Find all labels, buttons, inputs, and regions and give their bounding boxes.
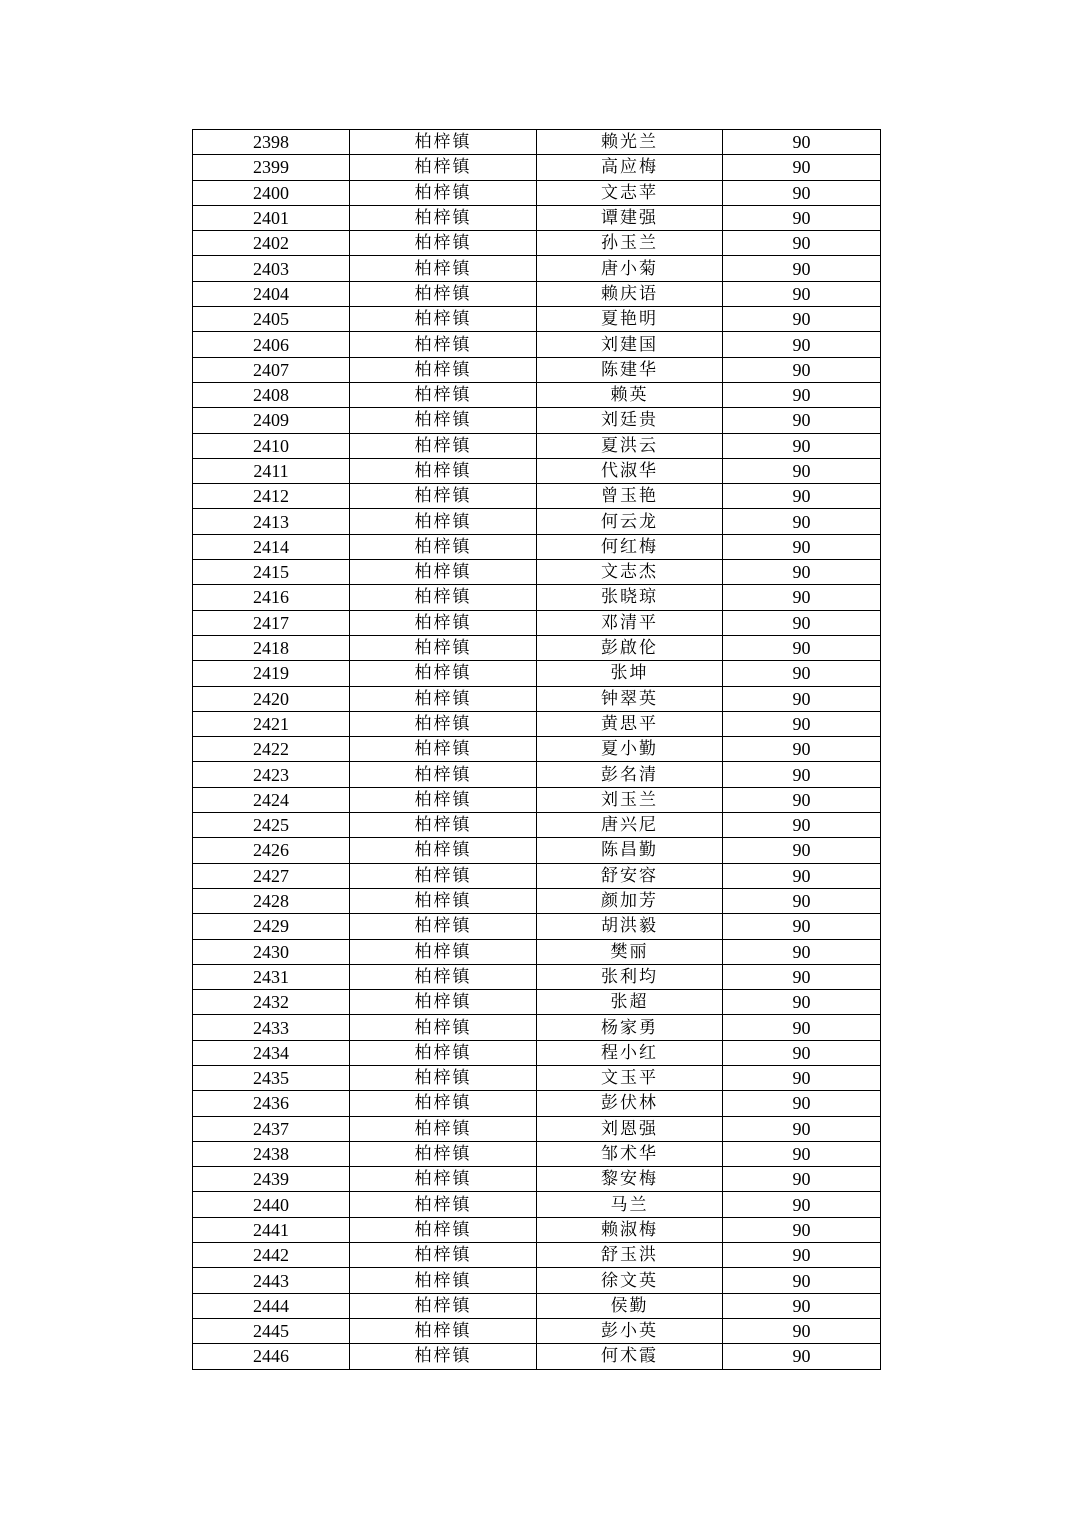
cell-town: 柏梓镇 <box>350 1167 537 1192</box>
cell-name: 文玉平 <box>537 1065 723 1090</box>
table-row <box>193 1167 881 1192</box>
cell-name: 黎安梅 <box>537 1167 723 1192</box>
table-row <box>193 1344 881 1369</box>
cell-name: 夏洪云 <box>537 433 723 458</box>
table-row <box>193 838 881 863</box>
cell-town: 柏梓镇 <box>350 610 537 635</box>
table-row <box>193 1192 881 1217</box>
cell-name: 张利均 <box>537 964 723 989</box>
cell-name: 彭名清 <box>537 762 723 787</box>
cell-name: 杨家勇 <box>537 1015 723 1040</box>
cell-town: 柏梓镇 <box>350 888 537 913</box>
cell-name: 孙玉兰 <box>537 231 723 256</box>
table-row <box>193 408 881 433</box>
cell-amount: 90 <box>723 560 881 585</box>
table-row <box>193 686 881 711</box>
cell-town: 柏梓镇 <box>350 509 537 534</box>
cell-name: 何术霞 <box>537 1344 723 1369</box>
cell-amount: 90 <box>723 307 881 332</box>
cell-id: 2411 <box>193 458 350 483</box>
cell-id: 2400 <box>193 180 350 205</box>
cell-name: 樊丽 <box>537 939 723 964</box>
cell-amount: 90 <box>723 458 881 483</box>
cell-amount: 90 <box>723 610 881 635</box>
cell-amount: 90 <box>723 838 881 863</box>
cell-amount: 90 <box>723 939 881 964</box>
cell-town: 柏梓镇 <box>350 1040 537 1065</box>
table-row <box>193 382 881 407</box>
cell-id: 2437 <box>193 1116 350 1141</box>
table-row <box>193 256 881 281</box>
table-row <box>193 635 881 660</box>
cell-town: 柏梓镇 <box>350 155 537 180</box>
table-row <box>193 888 881 913</box>
cell-id: 2419 <box>193 661 350 686</box>
cell-amount: 90 <box>723 433 881 458</box>
cell-town: 柏梓镇 <box>350 534 537 559</box>
cell-name: 夏艳明 <box>537 307 723 332</box>
cell-id: 2410 <box>193 433 350 458</box>
cell-id: 2423 <box>193 762 350 787</box>
cell-amount: 90 <box>723 737 881 762</box>
cell-town: 柏梓镇 <box>350 635 537 660</box>
cell-amount: 90 <box>723 1268 881 1293</box>
cell-town: 柏梓镇 <box>350 787 537 812</box>
cell-id: 2442 <box>193 1243 350 1268</box>
cell-name: 赖淑梅 <box>537 1217 723 1242</box>
cell-town: 柏梓镇 <box>350 332 537 357</box>
cell-town: 柏梓镇 <box>350 484 537 509</box>
cell-amount: 90 <box>723 990 881 1015</box>
cell-town: 柏梓镇 <box>350 939 537 964</box>
cell-name: 张晓琼 <box>537 585 723 610</box>
cell-name: 刘建国 <box>537 332 723 357</box>
table-row <box>193 863 881 888</box>
cell-name: 文志苹 <box>537 180 723 205</box>
table-row <box>193 1217 881 1242</box>
cell-amount: 90 <box>723 888 881 913</box>
cell-amount: 90 <box>723 534 881 559</box>
cell-id: 2408 <box>193 382 350 407</box>
cell-amount: 90 <box>723 711 881 736</box>
cell-town: 柏梓镇 <box>350 205 537 230</box>
cell-name: 张坤 <box>537 661 723 686</box>
table-row <box>193 332 881 357</box>
table-row <box>193 914 881 939</box>
cell-name: 黄思平 <box>537 711 723 736</box>
cell-amount: 90 <box>723 1192 881 1217</box>
table-row <box>193 534 881 559</box>
cell-town: 柏梓镇 <box>350 838 537 863</box>
cell-id: 2404 <box>193 281 350 306</box>
cell-amount: 90 <box>723 1040 881 1065</box>
cell-name: 张超 <box>537 990 723 1015</box>
cell-id: 2425 <box>193 813 350 838</box>
table-row <box>193 939 881 964</box>
cell-id: 2440 <box>193 1192 350 1217</box>
cell-town: 柏梓镇 <box>350 762 537 787</box>
cell-amount: 90 <box>723 1091 881 1116</box>
cell-amount: 90 <box>723 205 881 230</box>
table-row <box>193 509 881 534</box>
cell-id: 2427 <box>193 863 350 888</box>
table-row <box>193 661 881 686</box>
cell-id: 2407 <box>193 357 350 382</box>
cell-id: 2426 <box>193 838 350 863</box>
cell-amount: 90 <box>723 332 881 357</box>
cell-town: 柏梓镇 <box>350 585 537 610</box>
cell-town: 柏梓镇 <box>350 130 537 155</box>
table-row <box>193 1268 881 1293</box>
table-row <box>193 560 881 585</box>
cell-town: 柏梓镇 <box>350 661 537 686</box>
cell-town: 柏梓镇 <box>350 813 537 838</box>
cell-name: 徐文英 <box>537 1268 723 1293</box>
cell-name: 赖庆语 <box>537 281 723 306</box>
cell-town: 柏梓镇 <box>350 1015 537 1040</box>
cell-id: 2412 <box>193 484 350 509</box>
cell-amount: 90 <box>723 686 881 711</box>
cell-name: 代淑华 <box>537 458 723 483</box>
cell-amount: 90 <box>723 130 881 155</box>
cell-town: 柏梓镇 <box>350 433 537 458</box>
cell-name: 彭伏林 <box>537 1091 723 1116</box>
cell-amount: 90 <box>723 382 881 407</box>
cell-name: 舒安容 <box>537 863 723 888</box>
cell-amount: 90 <box>723 964 881 989</box>
table-row <box>193 281 881 306</box>
cell-name: 彭啟伦 <box>537 635 723 660</box>
cell-id: 2443 <box>193 1268 350 1293</box>
cell-id: 2431 <box>193 964 350 989</box>
cell-amount: 90 <box>723 1015 881 1040</box>
cell-id: 2414 <box>193 534 350 559</box>
cell-id: 2446 <box>193 1344 350 1369</box>
cell-id: 2436 <box>193 1091 350 1116</box>
cell-name: 刘恩强 <box>537 1116 723 1141</box>
cell-amount: 90 <box>723 813 881 838</box>
cell-id: 2418 <box>193 635 350 660</box>
cell-amount: 90 <box>723 1344 881 1369</box>
table-row <box>193 1040 881 1065</box>
cell-amount: 90 <box>723 1116 881 1141</box>
cell-id: 2428 <box>193 888 350 913</box>
cell-town: 柏梓镇 <box>350 357 537 382</box>
cell-id: 2429 <box>193 914 350 939</box>
cell-name: 侯勤 <box>537 1293 723 1318</box>
cell-id: 2434 <box>193 1040 350 1065</box>
cell-id: 2444 <box>193 1293 350 1318</box>
table-row <box>193 180 881 205</box>
cell-town: 柏梓镇 <box>350 990 537 1015</box>
cell-amount: 90 <box>723 1167 881 1192</box>
cell-id: 2435 <box>193 1065 350 1090</box>
cell-town: 柏梓镇 <box>350 560 537 585</box>
table-row <box>193 1318 881 1343</box>
cell-name: 彭小英 <box>537 1318 723 1343</box>
cell-name: 赖英 <box>537 382 723 407</box>
cell-town: 柏梓镇 <box>350 256 537 281</box>
cell-name: 谭建强 <box>537 205 723 230</box>
cell-name: 邓清平 <box>537 610 723 635</box>
cell-name: 颜加芳 <box>537 888 723 913</box>
cell-town: 柏梓镇 <box>350 1192 537 1217</box>
table-row <box>193 205 881 230</box>
cell-name: 程小红 <box>537 1040 723 1065</box>
cell-town: 柏梓镇 <box>350 1065 537 1090</box>
table-row <box>193 585 881 610</box>
table-row <box>193 737 881 762</box>
cell-name: 胡洪毅 <box>537 914 723 939</box>
table-row <box>193 1243 881 1268</box>
data-table <box>192 129 881 1370</box>
cell-town: 柏梓镇 <box>350 1091 537 1116</box>
cell-amount: 90 <box>723 585 881 610</box>
table-row <box>193 1065 881 1090</box>
cell-id: 2439 <box>193 1167 350 1192</box>
cell-name: 陈建华 <box>537 357 723 382</box>
cell-amount: 90 <box>723 509 881 534</box>
cell-id: 2417 <box>193 610 350 635</box>
table-row <box>193 1293 881 1318</box>
cell-id: 2409 <box>193 408 350 433</box>
cell-town: 柏梓镇 <box>350 914 537 939</box>
cell-id: 2402 <box>193 231 350 256</box>
cell-amount: 90 <box>723 1318 881 1343</box>
cell-id: 2432 <box>193 990 350 1015</box>
cell-name: 邹术华 <box>537 1141 723 1166</box>
cell-town: 柏梓镇 <box>350 1293 537 1318</box>
cell-town: 柏梓镇 <box>350 382 537 407</box>
cell-name: 刘玉兰 <box>537 787 723 812</box>
cell-name: 文志杰 <box>537 560 723 585</box>
cell-id: 2401 <box>193 205 350 230</box>
cell-name: 何红梅 <box>537 534 723 559</box>
cell-id: 2413 <box>193 509 350 534</box>
cell-amount: 90 <box>723 231 881 256</box>
cell-town: 柏梓镇 <box>350 307 537 332</box>
cell-id: 2438 <box>193 1141 350 1166</box>
table-row <box>193 990 881 1015</box>
cell-id: 2421 <box>193 711 350 736</box>
cell-name: 舒玉洪 <box>537 1243 723 1268</box>
cell-name: 陈昌勤 <box>537 838 723 863</box>
cell-id: 2405 <box>193 307 350 332</box>
cell-amount: 90 <box>723 1217 881 1242</box>
cell-town: 柏梓镇 <box>350 686 537 711</box>
cell-town: 柏梓镇 <box>350 863 537 888</box>
cell-amount: 90 <box>723 1065 881 1090</box>
cell-id: 2445 <box>193 1318 350 1343</box>
cell-town: 柏梓镇 <box>350 231 537 256</box>
cell-id: 2399 <box>193 155 350 180</box>
cell-town: 柏梓镇 <box>350 737 537 762</box>
cell-amount: 90 <box>723 357 881 382</box>
cell-id: 2430 <box>193 939 350 964</box>
table-row <box>193 711 881 736</box>
cell-town: 柏梓镇 <box>350 1217 537 1242</box>
cell-name: 刘廷贵 <box>537 408 723 433</box>
cell-id: 2415 <box>193 560 350 585</box>
table-row <box>193 762 881 787</box>
cell-amount: 90 <box>723 180 881 205</box>
table-row <box>193 458 881 483</box>
cell-name: 唐兴尼 <box>537 813 723 838</box>
cell-name: 赖光兰 <box>537 130 723 155</box>
cell-name: 马兰 <box>537 1192 723 1217</box>
cell-amount: 90 <box>723 863 881 888</box>
cell-id: 2420 <box>193 686 350 711</box>
cell-amount: 90 <box>723 1243 881 1268</box>
cell-amount: 90 <box>723 256 881 281</box>
cell-amount: 90 <box>723 762 881 787</box>
cell-id: 2433 <box>193 1015 350 1040</box>
cell-id: 2416 <box>193 585 350 610</box>
cell-town: 柏梓镇 <box>350 1344 537 1369</box>
cell-town: 柏梓镇 <box>350 1116 537 1141</box>
table-row <box>193 231 881 256</box>
cell-id: 2403 <box>193 256 350 281</box>
table-row <box>193 357 881 382</box>
cell-amount: 90 <box>723 1293 881 1318</box>
table-row <box>193 787 881 812</box>
cell-town: 柏梓镇 <box>350 964 537 989</box>
cell-amount: 90 <box>723 787 881 812</box>
cell-name: 夏小勤 <box>537 737 723 762</box>
table-row <box>193 307 881 332</box>
table-row <box>193 1141 881 1166</box>
table-row <box>193 1091 881 1116</box>
table-row <box>193 964 881 989</box>
cell-town: 柏梓镇 <box>350 408 537 433</box>
cell-amount: 90 <box>723 484 881 509</box>
cell-town: 柏梓镇 <box>350 281 537 306</box>
cell-amount: 90 <box>723 661 881 686</box>
cell-town: 柏梓镇 <box>350 1268 537 1293</box>
cell-id: 2406 <box>193 332 350 357</box>
cell-id: 2398 <box>193 130 350 155</box>
cell-town: 柏梓镇 <box>350 1141 537 1166</box>
cell-town: 柏梓镇 <box>350 180 537 205</box>
cell-name: 唐小菊 <box>537 256 723 281</box>
cell-amount: 90 <box>723 1141 881 1166</box>
table-row <box>193 433 881 458</box>
cell-id: 2441 <box>193 1217 350 1242</box>
cell-town: 柏梓镇 <box>350 458 537 483</box>
cell-amount: 90 <box>723 635 881 660</box>
cell-id: 2424 <box>193 787 350 812</box>
cell-name: 曾玉艳 <box>537 484 723 509</box>
cell-town: 柏梓镇 <box>350 711 537 736</box>
cell-amount: 90 <box>723 155 881 180</box>
table-body <box>193 130 881 1370</box>
cell-name: 高应梅 <box>537 155 723 180</box>
cell-amount: 90 <box>723 408 881 433</box>
table-row <box>193 484 881 509</box>
cell-id: 2422 <box>193 737 350 762</box>
cell-name: 何云龙 <box>537 509 723 534</box>
cell-name: 钟翠英 <box>537 686 723 711</box>
table-row <box>193 155 881 180</box>
cell-amount: 90 <box>723 914 881 939</box>
table-row <box>193 610 881 635</box>
cell-amount: 90 <box>723 281 881 306</box>
cell-town: 柏梓镇 <box>350 1318 537 1343</box>
table-row <box>193 1116 881 1141</box>
cell-town: 柏梓镇 <box>350 1243 537 1268</box>
table-row <box>193 1015 881 1040</box>
table-row <box>193 813 881 838</box>
table-row <box>193 130 881 155</box>
